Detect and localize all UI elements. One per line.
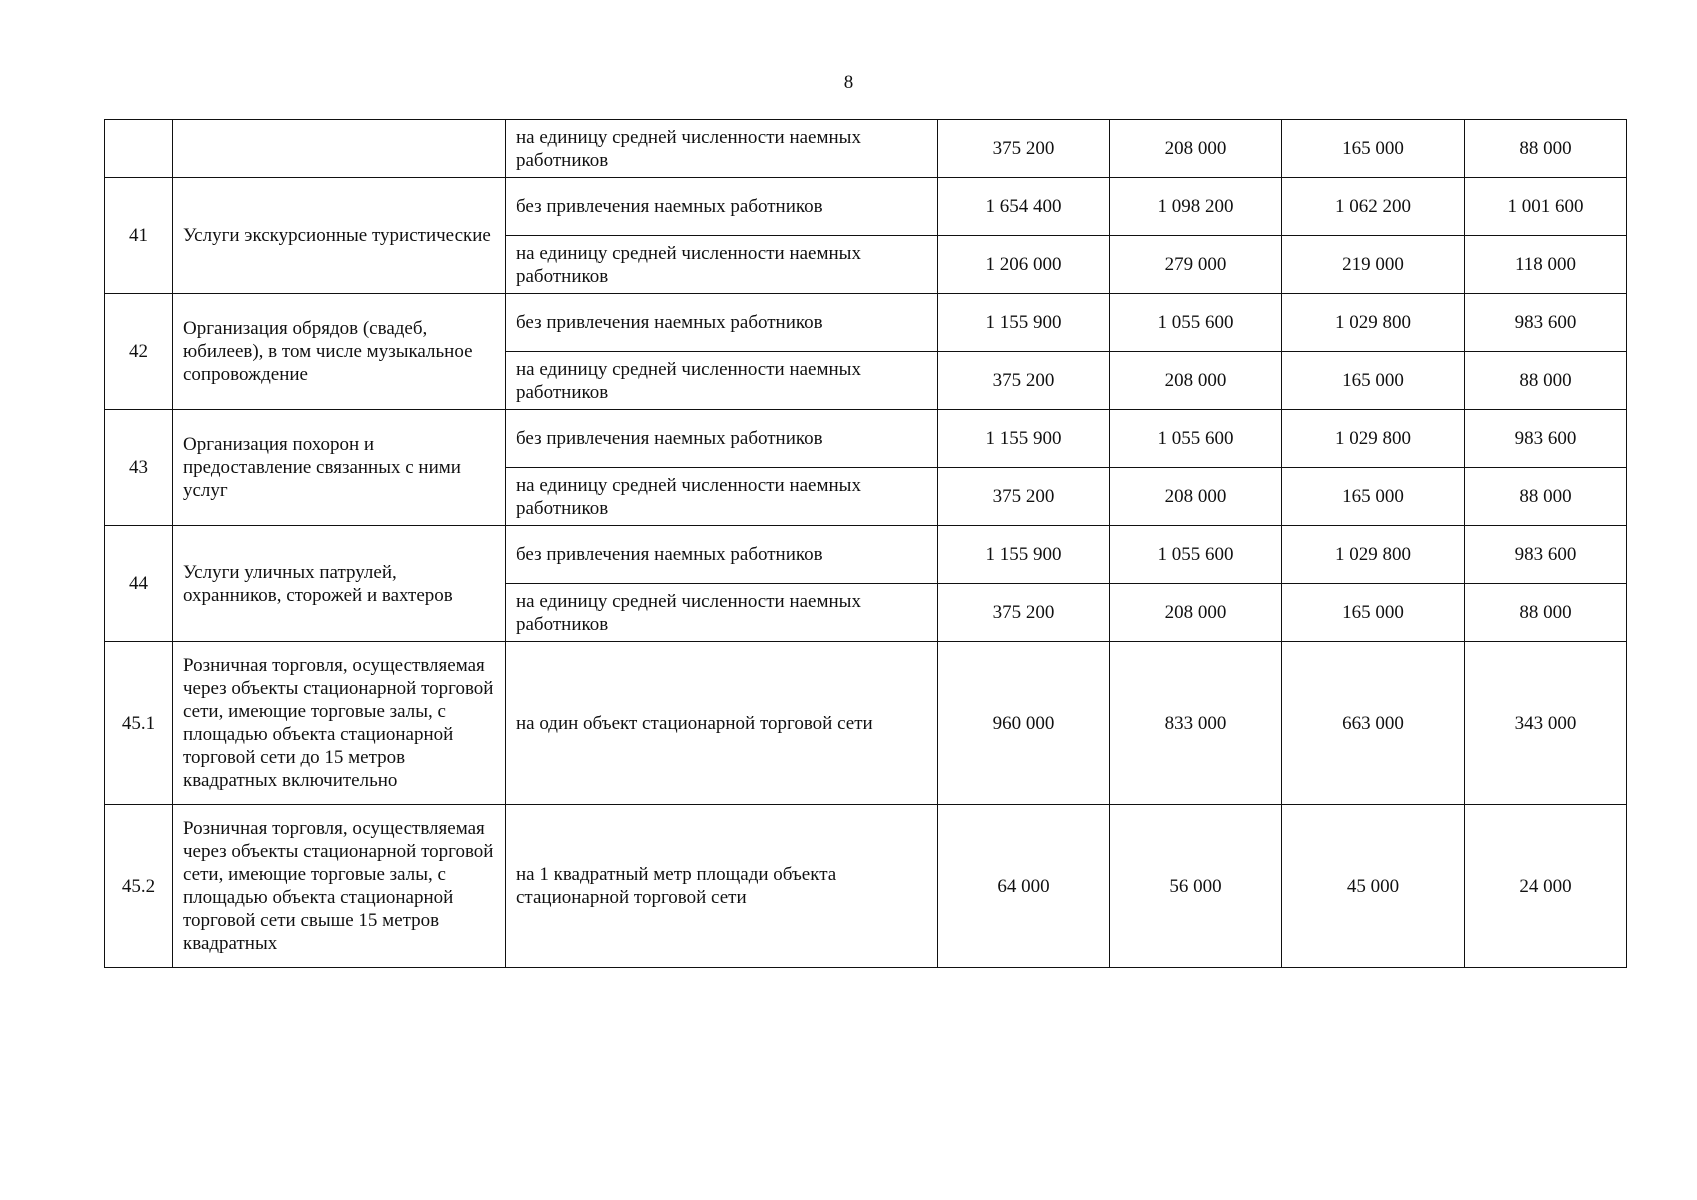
activity-name: Услуги экскурсионные туристические [173,178,506,294]
table-row [105,178,1627,236]
value-cell: 208 000 [1110,468,1282,526]
activity-name: Розничная торговля, осуществляемая через объекты стационарной торговой сети, имеющие торговые залы, с площадью объекта стационарной торговой сети до 15 метров квадратных включительно [173,642,506,805]
value-cell: 375 200 [938,352,1110,410]
value-cell: 88 000 [1465,468,1627,526]
table-row [105,805,1627,968]
page-number: 8 [843,72,854,93]
table-row [105,294,1627,352]
value-cell: 375 200 [938,120,1110,178]
value-cell: 279 000 [1110,236,1282,294]
calculation-basis: на единицу средней численности наемных работников [506,352,938,410]
value-cell: 1 206 000 [938,236,1110,294]
value-cell: 88 000 [1465,584,1627,642]
value-cell: 88 000 [1465,120,1627,178]
value-cell: 1 098 200 [1110,178,1282,236]
row-number: 45.2 [105,805,173,968]
calculation-basis: без привлечения наемных работников [506,178,938,236]
calculation-basis: на 1 квадратный метр площади объекта стационарной торговой сети [506,805,938,968]
value-cell: 165 000 [1282,468,1465,526]
value-cell: 64 000 [938,805,1110,968]
value-cell: 375 200 [938,468,1110,526]
value-cell: 165 000 [1282,120,1465,178]
value-cell: 1 029 800 [1282,526,1465,584]
value-cell: 208 000 [1110,120,1282,178]
activity-name [173,120,506,178]
activity-name: Организация похорон и предоставление связанных с ними услуг [173,410,506,526]
value-cell: 983 600 [1465,410,1627,468]
calculation-basis: на единицу средней численности наемных работников [506,120,938,178]
value-cell: 219 000 [1282,236,1465,294]
row-number: 41 [105,178,173,294]
value-cell: 960 000 [938,642,1110,805]
value-cell: 1 029 800 [1282,294,1465,352]
value-cell: 983 600 [1465,294,1627,352]
row-number: 42 [105,294,173,410]
table-row [105,642,1627,805]
value-cell: 343 000 [1465,642,1627,805]
calculation-basis: без привлечения наемных работников [506,294,938,352]
value-cell: 1 055 600 [1110,526,1282,584]
value-cell: 118 000 [1465,236,1627,294]
row-number: 43 [105,410,173,526]
value-cell: 24 000 [1465,805,1627,968]
tariff-table [104,119,1627,968]
calculation-basis: без привлечения наемных работников [506,526,938,584]
value-cell: 375 200 [938,584,1110,642]
value-cell: 1 029 800 [1282,410,1465,468]
value-cell: 1 055 600 [1110,410,1282,468]
calculation-basis: на один объект стационарной торговой сети [506,642,938,805]
value-cell: 1 654 400 [938,178,1110,236]
value-cell: 208 000 [1110,352,1282,410]
table-row [105,410,1627,468]
value-cell: 165 000 [1282,584,1465,642]
calculation-basis: на единицу средней численности наемных работников [506,236,938,294]
value-cell: 208 000 [1110,584,1282,642]
row-number: 45.1 [105,642,173,805]
value-cell: 88 000 [1465,352,1627,410]
value-cell: 1 155 900 [938,410,1110,468]
value-cell: 165 000 [1282,352,1465,410]
value-cell: 833 000 [1110,642,1282,805]
activity-name: Розничная торговля, осуществляемая через объекты стационарной торговой сети, имеющие торговые залы, с площадью объекта стационарной торговой сети свыше 15 метров квадратных [173,805,506,968]
table-row [105,120,1627,178]
activity-name: Услуги уличных патрулей, охранников, сторожей и вахтеров [173,526,506,642]
value-cell: 1 055 600 [1110,294,1282,352]
value-cell: 56 000 [1110,805,1282,968]
table-row [105,526,1627,584]
calculation-basis: без привлечения наемных работников [506,410,938,468]
value-cell: 1 062 200 [1282,178,1465,236]
row-number: 44 [105,526,173,642]
value-cell: 45 000 [1282,805,1465,968]
value-cell: 663 000 [1282,642,1465,805]
value-cell: 1 001 600 [1465,178,1627,236]
calculation-basis: на единицу средней численности наемных работников [506,468,938,526]
row-number [105,120,173,178]
calculation-basis: на единицу средней численности наемных работников [506,584,938,642]
value-cell: 983 600 [1465,526,1627,584]
activity-name: Организация обрядов (свадеб, юбилеев), в том числе музыкальное сопровождение [173,294,506,410]
value-cell: 1 155 900 [938,526,1110,584]
value-cell: 1 155 900 [938,294,1110,352]
